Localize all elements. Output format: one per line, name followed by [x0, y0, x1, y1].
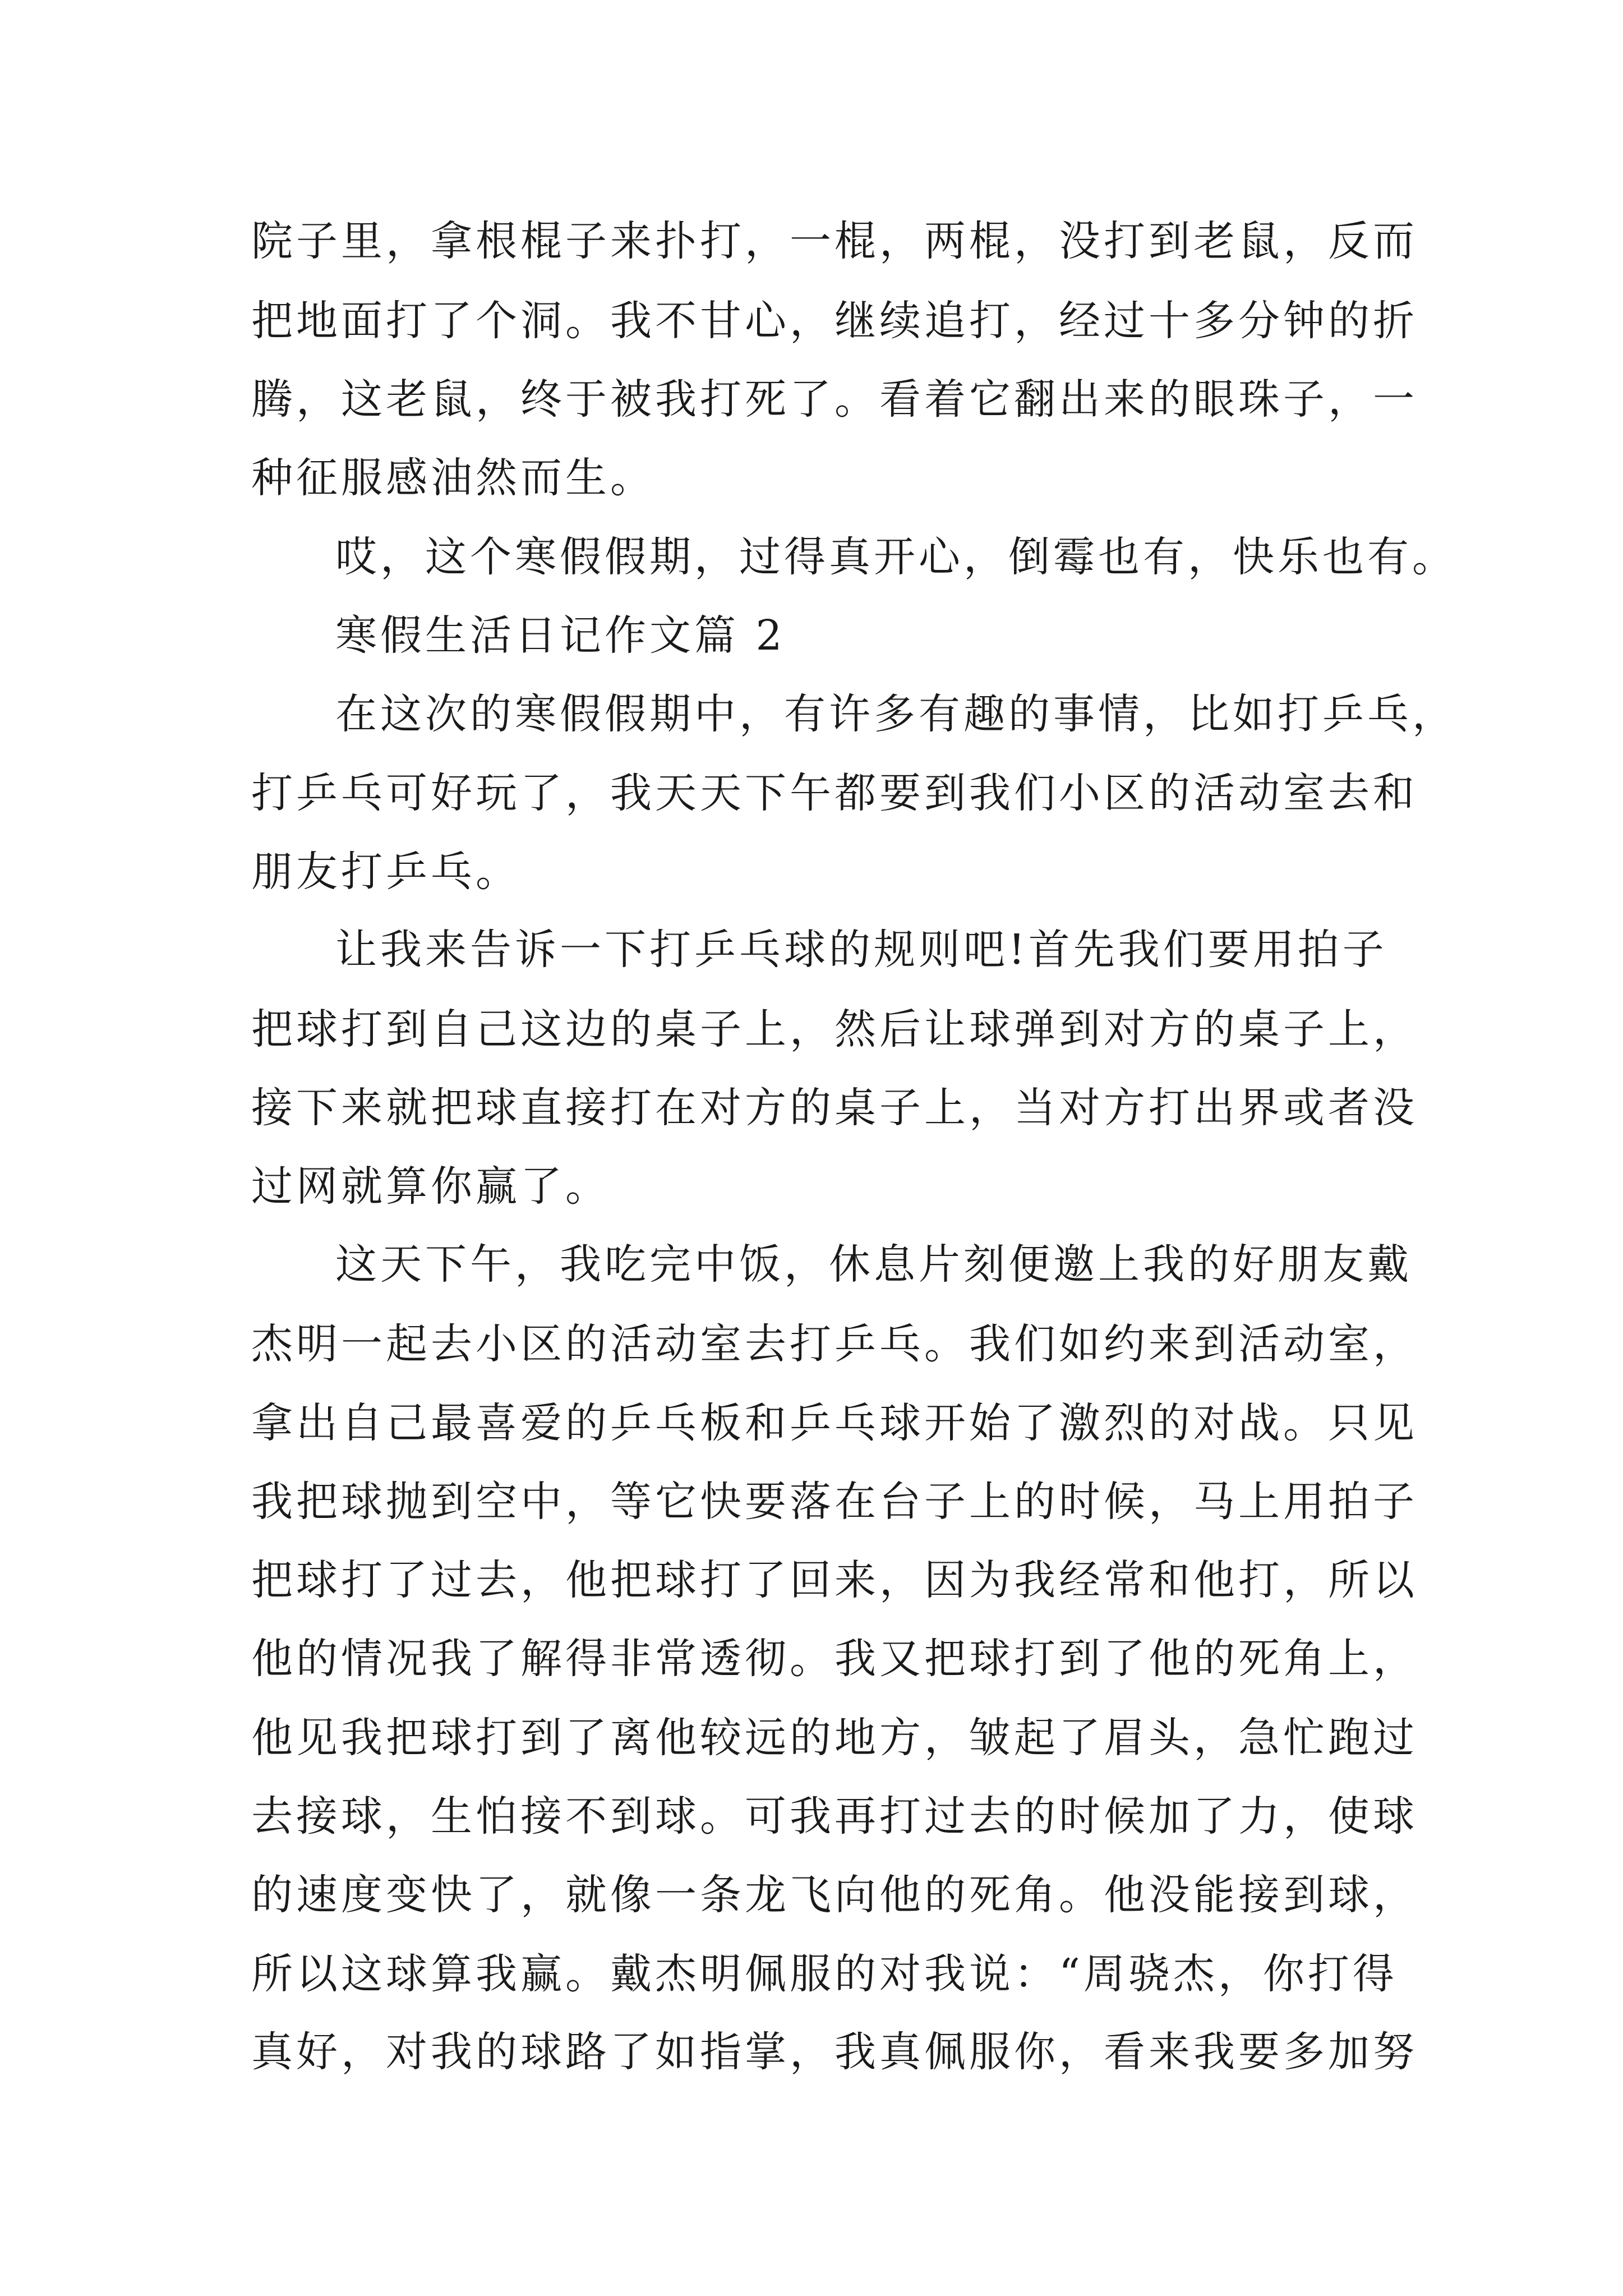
- text-line: 所以这球算我赢。戴杰明佩服的对我说：“周骁杰，你打得: [251, 1950, 1398, 1998]
- text-line: 让我来告诉一下打乒乓球的规则吧!首先我们要用拍子: [335, 926, 1387, 974]
- text-line: 的速度变快了，就像一条龙飞向他的死角。他没能接到球，: [251, 1871, 1418, 1919]
- text-line: 朋友打乒乓。: [251, 848, 520, 896]
- text-line: 过网就算你赢了。: [251, 1162, 610, 1211]
- text-line: 真好，对我的球路了如指掌，我真佩服你，看来我要多加努: [251, 2028, 1418, 2076]
- text-line: 把球打了过去，他把球打了回来，因为我经常和他打，所以: [251, 1556, 1418, 1604]
- text-line: 种征服感油然而生。: [251, 454, 655, 502]
- text-line: 打乒乓可好玩了，我天天下午都要到我们小区的活动室去和: [251, 769, 1418, 817]
- text-line: 拿出自己最喜爱的乒乓板和乒乓球开始了激烈的对战。只见: [251, 1399, 1418, 1447]
- text-line: 哎，这个寒假假期，过得真开心，倒霉也有，快乐也有。: [335, 533, 1457, 581]
- text-line: 把地面打了个洞。我不甘心，继续追打，经过十多分钟的折: [251, 297, 1418, 345]
- text-line: 这天下午，我吃完中饭，休息片刻便邀上我的好朋友戴: [335, 1240, 1412, 1289]
- text-line: 腾，这老鼠，终于被我打死了。看着它翻出来的眼珠子，一: [251, 375, 1418, 424]
- text-line: 去接球，生怕接不到球。可我再打过去的时候加了力，使球: [251, 1792, 1418, 1841]
- text-line: 他见我把球打到了离他较远的地方，皱起了眉头，急忙跑过: [251, 1714, 1418, 1762]
- text-line: 接下来就把球直接打在对方的桌子上，当对方打出界或者没: [251, 1084, 1418, 1132]
- section-heading: 寒假生活日记作文篇 2: [335, 611, 786, 660]
- text-line: 院子里，拿根棍子来扑打，一棍，两棍，没打到老鼠，反而: [251, 217, 1418, 265]
- text-line: 他的情况我了解得非常透彻。我又把球打到了他的死角上，: [251, 1635, 1418, 1683]
- text-line: 在这次的寒假假期中，有许多有趣的事情，比如打乒乓，: [335, 690, 1457, 738]
- text-line: 把球打到自己这边的桌子上，然后让球弹到对方的桌子上，: [251, 1005, 1418, 1053]
- text-line: 我把球抛到空中，等它快要落在台子上的时候，马上用拍子: [251, 1478, 1418, 1526]
- text-line: 杰明一起去小区的活动室去打乒乓。我们如约来到活动室，: [251, 1320, 1418, 1368]
